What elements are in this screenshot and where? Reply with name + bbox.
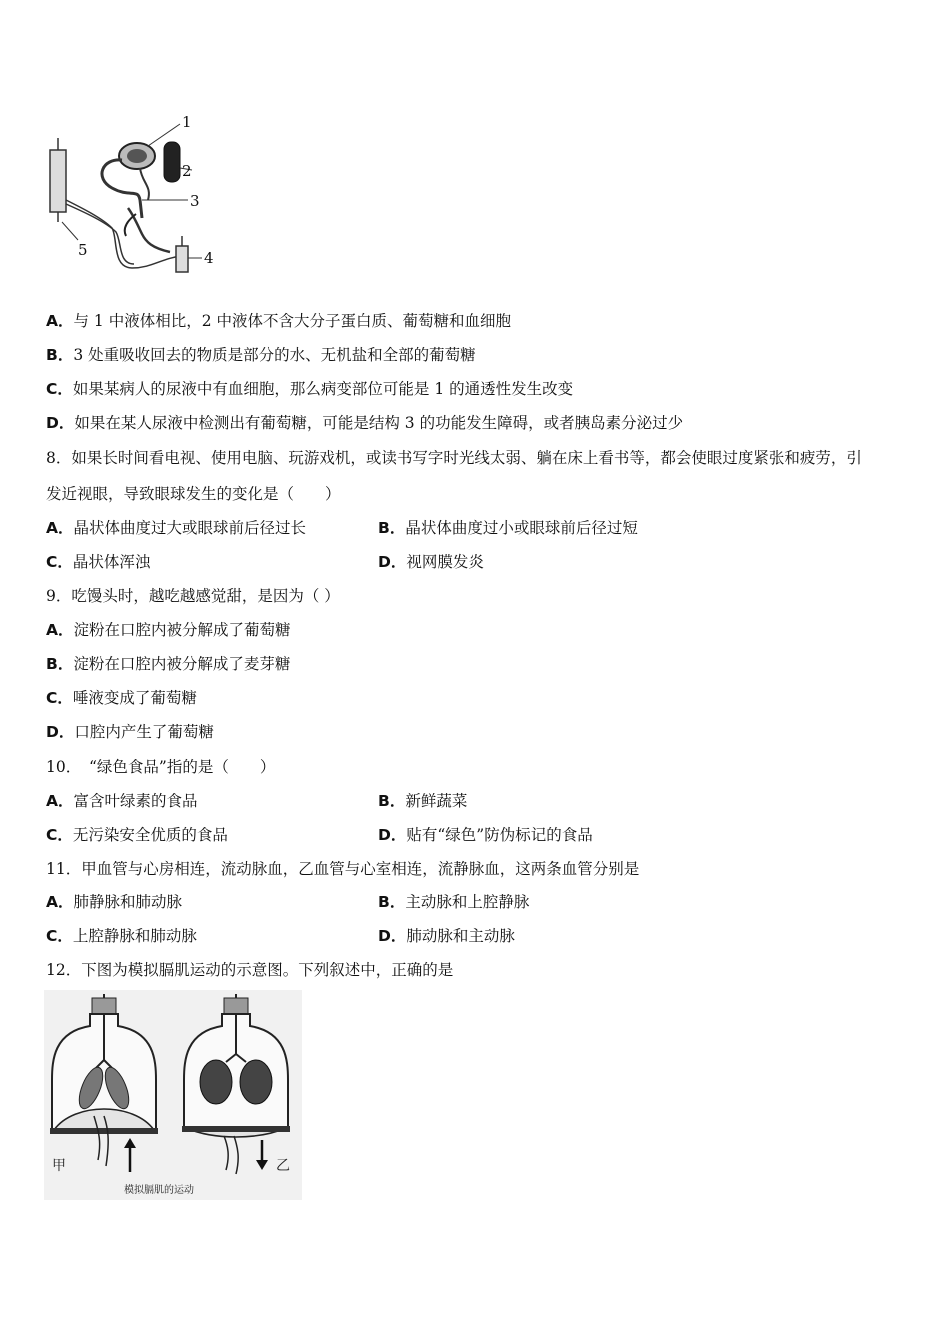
q8-stem-line2: 发近视眼，导致眼球发生的变化是（ ） bbox=[46, 485, 341, 503]
q11-option-d: D．肺动脉和主动脉 bbox=[378, 927, 515, 945]
tube-4 bbox=[176, 246, 188, 272]
q10-stem: 10． “绿色食品”指的是（ ） bbox=[46, 758, 276, 776]
q7-option-c: C．如果某病人的尿液中有血细胞，那么病变部位可能是 1 的通透性发生改变 bbox=[46, 380, 574, 398]
q8-stem-line1: 8．如果长时间看电视、使用电脑、玩游戏机，或读书写字时光线太弱、躺在床上看书等，都会使眼过度紧张和疲劳，引 bbox=[46, 449, 862, 467]
q8-option-b: B．晶状体曲度过小或眼球前后径过短 bbox=[378, 519, 638, 537]
q10-option-a: A．富含叶绿素的食品 bbox=[46, 792, 198, 810]
label-5: 5 bbox=[78, 241, 88, 259]
cylinder-2 bbox=[164, 142, 180, 182]
collecting-tube bbox=[50, 150, 66, 212]
label-yi: 乙 bbox=[276, 1158, 290, 1174]
label-1: 1 bbox=[182, 113, 192, 131]
nephron-diagram bbox=[42, 108, 222, 283]
q11-option-b: B．主动脉和上腔静脉 bbox=[378, 893, 530, 911]
q8-option-d: D．视网膜发炎 bbox=[378, 553, 484, 571]
q11-option-a: A．肺静脉和肺动脉 bbox=[46, 893, 183, 911]
q7-option-b: B．3 处重吸收回去的物质是部分的水、无机盐和全部的葡萄糖 bbox=[46, 346, 476, 364]
figure2-caption: 模拟膈肌的运动 bbox=[124, 1185, 194, 1196]
q9-option-a: A．淀粉在口腔内被分解成了葡萄糖 bbox=[46, 621, 291, 639]
q10-option-c: C．无污染安全优质的食品 bbox=[46, 826, 228, 844]
label-3: 3 bbox=[190, 192, 200, 210]
diaphragm-model-diagram bbox=[44, 990, 302, 1200]
label-4: 4 bbox=[204, 249, 214, 267]
q9-option-c: C．唾液变成了葡萄糖 bbox=[46, 689, 197, 707]
q8-option-c: C．晶状体浑浊 bbox=[46, 553, 151, 571]
q8-option-a: A．晶状体曲度过大或眼球前后径过长 bbox=[46, 519, 307, 537]
q11-stem: 11．甲血管与心房相连，流动脉血，乙血管与心室相连，流静脉血，这两条血管分别是 bbox=[46, 860, 640, 878]
q10-option-d: D．贴有“绿色”防伪标记的食品 bbox=[378, 826, 593, 844]
q7-option-a: A．与 1 中液体相比，2 中液体不含大分子蛋白质、葡萄糖和血细胞 bbox=[46, 312, 512, 330]
q9-stem: 9．吃馒头时，越吃越感觉甜，是因为（ ） bbox=[46, 587, 340, 605]
q10-option-b: B．新鲜蔬菜 bbox=[378, 792, 468, 810]
q12-stem: 12．下图为模拟膈肌运动的示意图。下列叙述中，正确的是 bbox=[46, 961, 454, 979]
label-jia: 甲 bbox=[52, 1158, 66, 1174]
q9-option-b: B．淀粉在口腔内被分解成了麦芽糖 bbox=[46, 655, 291, 673]
q7-option-d: D．如果在某人尿液中检测出有葡萄糖，可能是结构 3 的功能发生障碍，或者胰岛素分泌过少 bbox=[46, 414, 684, 432]
q9-option-d: D．口腔内产生了葡萄糖 bbox=[46, 723, 214, 741]
label-2: 2 bbox=[182, 162, 192, 180]
q11-option-c: C．上腔静脉和肺动脉 bbox=[46, 927, 197, 945]
